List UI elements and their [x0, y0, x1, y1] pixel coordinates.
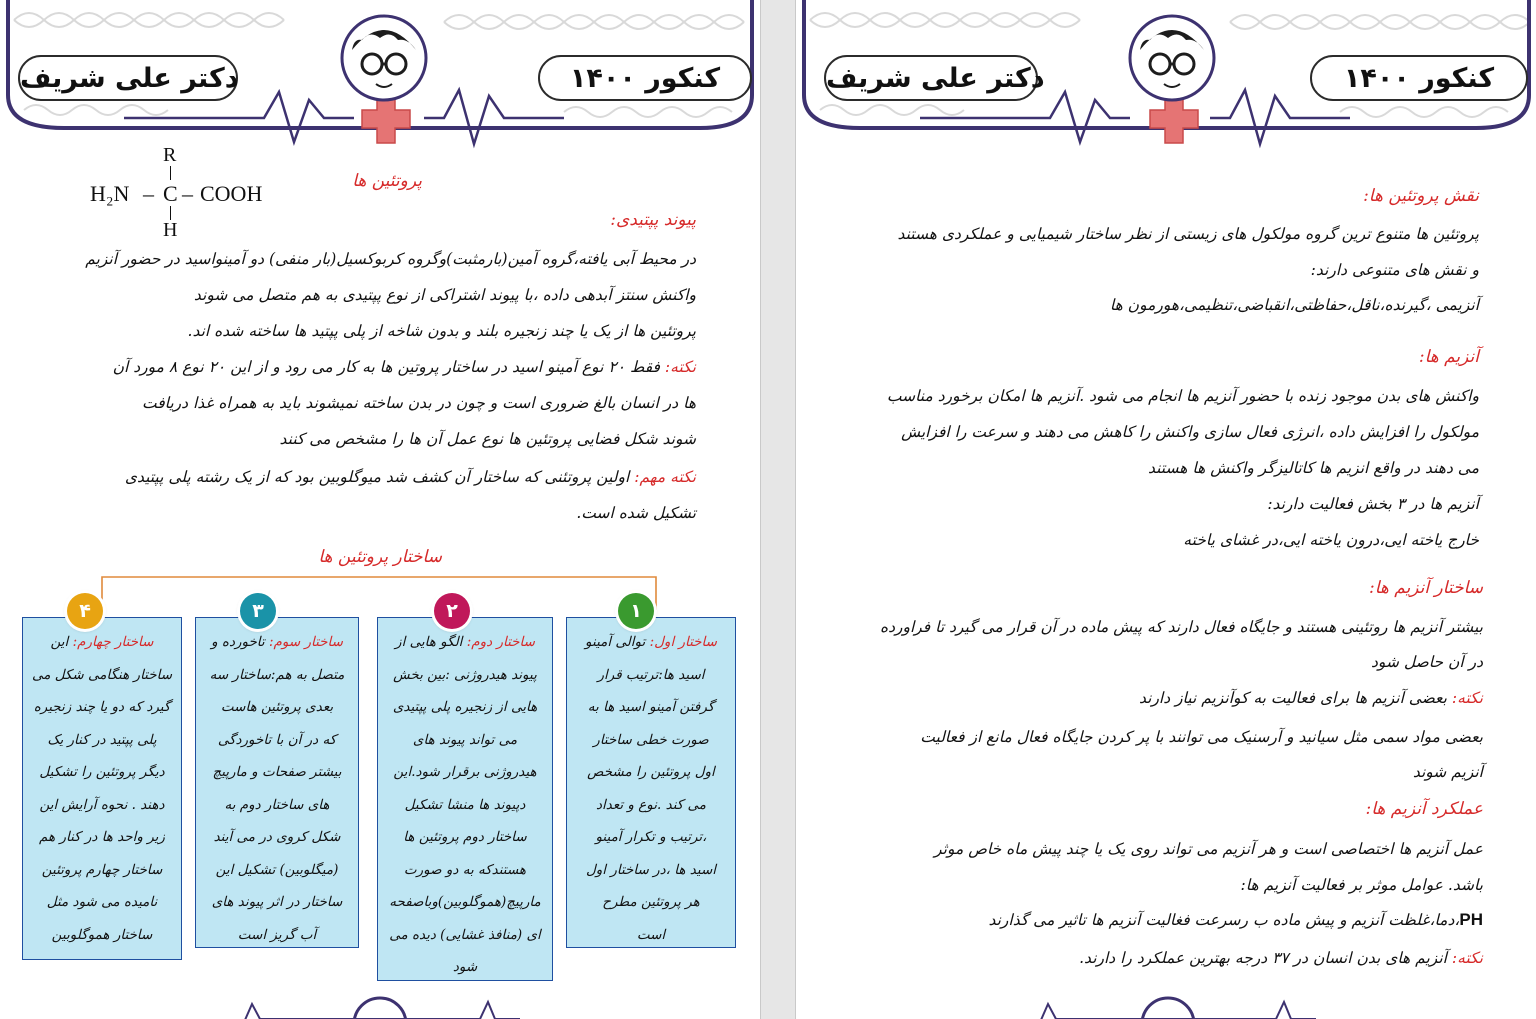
card-line	[29, 626, 175, 659]
note1-text: فقط ۲۰ نوع آمینو اسید در ساختار پروتین ها به کار می رود و از این ۲۰ نوع ۸ مورد آن	[112, 358, 660, 376]
enzymes-heading: آنزیم ها:	[1418, 347, 1479, 367]
card-line: شکل کروی در می آیند	[213, 829, 341, 845]
card-line: مارپیچ(هموگلوبین)وباصفحه	[389, 894, 541, 910]
roles-line: پروتئین ها متنوع ترین گروه مولکول های زیستی از نظر ساختار شیمیایی و عملکردی هستند	[897, 225, 1479, 243]
card-line: ساختار چهارم پروتئین	[41, 861, 163, 878]
enzyme-structure-line: بیشتر آنزیم ها روتئینی هستند و جایگاه فعال دارند که پیش ماده در آن قرار می گیرد تا فراورده	[879, 618, 1483, 636]
coenzyme-note	[1139, 688, 1483, 708]
enzymes-line: خارج یاخته ایی،درون یاخته ایی،در غشای یاخته	[1183, 531, 1479, 549]
enzymes-line: واکنش های بدن موجود زنده با حضور آنزیم ها انجام می شود .آنزیم ها امکان برخورد مناسب	[886, 387, 1479, 405]
enzymes-line: آنزیم ها در ۳ بخش فعالیت دارند:	[1267, 495, 1479, 513]
card-line: هیدروژنی برقرار شود.این	[393, 764, 537, 780]
formula-c: C	[163, 181, 178, 206]
footer-art	[796, 990, 1536, 1019]
card-text: الگو هایی از	[395, 634, 463, 650]
footer-art	[0, 990, 760, 1019]
peptide-line: پروتئین ها از یک یا چند زنجیره بلند و بدون شاخه از پلی پپتید ها ساخته شده اند.	[187, 322, 696, 340]
note1-label: نکته:	[664, 358, 696, 376]
card-line: متصل به هم:ساختار سه	[209, 666, 345, 683]
formula-h2n: H₂N	[90, 181, 130, 206]
note1-line	[113, 357, 696, 377]
left-page	[0, 0, 761, 1019]
note2-line	[125, 467, 696, 487]
factors-line	[988, 910, 1483, 930]
card-line: اسید ها ،در ساختار اول	[585, 861, 717, 878]
structure-card	[195, 617, 359, 948]
card-line: می کند .نوع و تعداد	[596, 796, 706, 813]
formula-bond-bottom	[170, 206, 171, 220]
exam-title-pill: کنکور ۱۴۰۰	[538, 55, 752, 101]
card-line: دیگر پروتئین را تشکیل	[39, 764, 165, 780]
card-label: ساختار سوم:	[268, 634, 343, 650]
note-label: نکته:	[1451, 689, 1483, 707]
card-line: زیر واحد ها در کنار هم	[39, 829, 165, 845]
card-line: گرفتن آمینو اسید ها به	[587, 699, 715, 715]
card-line: پلی پپتید در کنار یک	[47, 731, 157, 748]
card-line: که در آن با تاخوردگی	[217, 731, 337, 748]
enzymes-line: می دهند در واقع انزیم ها کاتالیزگر واکنش ها هستند	[1147, 459, 1479, 477]
card-label: ساختار چهارم:	[72, 634, 154, 650]
card-line: نامیده می شود مثل	[46, 894, 158, 910]
header-banner	[800, 0, 1533, 150]
card-label: ساختار اول:	[649, 634, 717, 650]
card-text: تاخورده و	[211, 634, 265, 650]
author-name-pill: دکتر علی شریف	[18, 55, 238, 101]
temperature-note	[1079, 948, 1483, 968]
note1-line: ها در انسان بالغ ضروری است و چون در بدن ساخته نمیشوند باید به همراه غذا دریافت	[141, 394, 696, 412]
function-heading: عملکرد آنزیم ها:	[1365, 799, 1483, 819]
card-line: های ساختار دوم به	[224, 796, 330, 813]
card-line: دپیوند ها منشا تشکیل	[404, 796, 526, 813]
card-line: هستندکه به دو صورت	[403, 861, 527, 878]
peptide-line: واکنش سنتز آبدهی داده ،با پیوند اشتراکی از نوع پپتیدی به هم متصل می شوند	[193, 286, 696, 304]
peptide-line: در محیط آبی یافته،گروه آمین(بارمثبت)وگروه کربوکسیل(بار منفی) دو آمینواسید در حضور آنزیم	[85, 250, 696, 268]
note2-label: نکته:	[1451, 949, 1483, 967]
card-line	[573, 626, 729, 659]
right-page	[795, 0, 1536, 1019]
card-line	[384, 626, 546, 659]
card-line: ساختار هنگامی شکل می	[31, 666, 173, 683]
card-line: ،ترتیب و تکرار آمینو	[595, 829, 707, 845]
enzyme-structure-heading: ساختار آنزیم ها:	[1368, 578, 1483, 598]
function-line: عمل آنزیم ها اختصاصی است و هر آنزیم می تواند روی یک یا چند پیش ماه خاص موثر	[934, 840, 1483, 858]
structure-card	[377, 617, 553, 981]
enzyme-structure-line: در آن حاصل شود	[1371, 653, 1483, 671]
note2-line: تشکیل شده است.	[576, 504, 696, 522]
formula-cooh: COOH	[200, 181, 263, 206]
card-text: این	[50, 634, 69, 650]
formula-r: R	[163, 144, 177, 166]
note2-text: اولین پروتئنی که ساختار آن کشف شد میوگلوبین بود که از یک رشته پلی پپتیدی	[124, 468, 630, 486]
section-title-proteins: پروتئین ها	[352, 171, 422, 191]
card-line: آب گریز است	[237, 926, 317, 943]
enzymes-line: مولکول را افزایش داده ،انرژی فعال سازی واکنش را کاهش می دهند و سرعت را افزایش	[901, 423, 1479, 441]
card-line: گیرد که دو یا چند زنجیره	[33, 699, 171, 715]
card-line: صورت خطی ساختار	[593, 731, 709, 748]
note-text: بعضی آنزیم ها برای فعالیت به کوآنزیم نیاز دارند	[1139, 689, 1447, 707]
card-line: است	[636, 926, 666, 943]
card-line: اول پروتئین را مشخص	[587, 764, 715, 780]
step-number-badge: ۴	[67, 593, 103, 629]
roles-line: و نقش های متنوعی دارند:	[1310, 261, 1479, 279]
formula-dash-left: –	[143, 181, 154, 206]
card-line: ساختار در اثر پیوند های	[211, 894, 343, 910]
formula-h: H	[163, 219, 178, 241]
card-line: ساختار هموگلوبین	[51, 926, 153, 943]
author-name-pill: دکتر علی شریف	[824, 55, 1038, 101]
card-line: ای (منافذ غشایی) دیده می	[389, 926, 541, 943]
exam-title-pill: کنکور ۱۴۰۰	[1310, 55, 1528, 101]
factors-text: ،دما،غلظت آنزیم و پیش ماده ب رسرعت فغالیت آنزیم ها تاثیر می گذارند	[988, 911, 1460, 929]
card-line: می تواند پیوند های	[412, 731, 518, 748]
function-line: باشد. عوامل موثر بر فعالیت آنزیم ها:	[1240, 876, 1483, 894]
peptide-heading: پیوند پپتیدی:	[610, 210, 696, 230]
roles-line: آنزیمی ،گیرنده،ناقل،حفاظتی،انقباضی،تنظیمی،هورمون ها	[1109, 296, 1479, 314]
note1-line: شوند شکل فضایی پروتئین ها نوع عمل آن ها را مشخص می کنند	[279, 430, 696, 448]
card-label: ساختار دوم:	[466, 634, 535, 650]
card-line: هایی از زنجیره پلی پپتیدی	[392, 699, 538, 715]
structure-title: ساختار پروتئین ها	[318, 547, 442, 567]
card-line: پیوند هیدروژنی :بین بخش	[393, 666, 537, 683]
card-line: (میگلوبین) تشکیل این	[215, 861, 339, 878]
header-banner	[4, 0, 756, 150]
formula-dash-right: –	[182, 181, 193, 206]
card-line: بعدی پروتئین هاست	[220, 699, 334, 715]
card-line: شود	[452, 959, 478, 975]
ph-label: PH	[1459, 910, 1483, 929]
card-line: اسید ها:ترتیب قرار	[597, 666, 705, 683]
note2-label: نکته مهم:	[634, 468, 696, 486]
formula-bond-top	[170, 166, 171, 180]
poison-line: آنزیم شوند	[1412, 763, 1483, 781]
card-line: هر پروتئین مطرح	[602, 894, 700, 910]
poison-line: بعضی مواد سمی مثل سیانید و آرسنیک می توانند با پر کردن جایگاه فعال مانع از فعالیت	[920, 728, 1483, 746]
roles-heading: نقش پروتئین ها:	[1363, 186, 1479, 206]
card-line: دهند . نحوه آرایش این	[39, 796, 165, 813]
card-line: بیشتر صفحات و مارپیچ	[212, 764, 342, 780]
note2-text: آنزیم های بدن انسان در ۳۷ درجه بهترین عملکرد را دارند.	[1079, 949, 1447, 967]
step-number-badge: ۲	[434, 593, 470, 629]
card-text: توالی آمینو	[585, 634, 646, 650]
card-line: ساختار دوم پروتئین ها	[403, 829, 527, 845]
step-number-badge: ۳	[240, 593, 276, 629]
card-line	[202, 626, 352, 659]
structure-card	[22, 617, 182, 960]
step-number-badge: ۱	[618, 593, 654, 629]
structure-card	[566, 617, 736, 948]
